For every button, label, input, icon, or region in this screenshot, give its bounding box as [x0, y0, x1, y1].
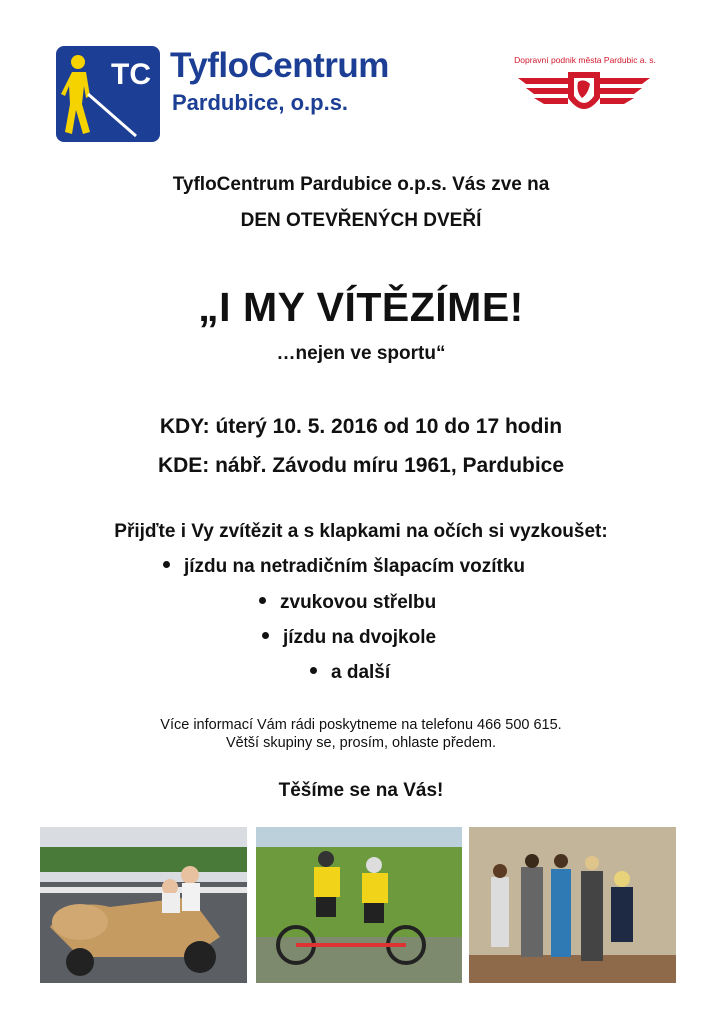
list-item: zvukovou střelbu [259, 592, 436, 614]
event-subtitle: …nejen ve sportu“ [276, 343, 446, 364]
org-subtitle: Pardubice, o.p.s. [172, 90, 349, 115]
invite-line-2: DEN OTEVŘENÝCH DVEŘÍ [240, 210, 482, 231]
partner-name: Dopravní podnik města Pardubic a. s. [514, 55, 656, 65]
bullet-icon [262, 632, 269, 639]
photo-pedal-car [40, 827, 247, 983]
event-when: KDY: úterý 10. 5. 2016 od 10 do 17 hodin [159, 415, 563, 438]
list-item: a další [310, 662, 390, 684]
list-item: jízdu na netradičním šlapacím vozítku [163, 556, 525, 578]
photo-tandem-bike [256, 827, 462, 983]
event-where: KDE: nábř. Závodu míru 1961, Pardubice [157, 454, 565, 477]
contact-line-1: Více informací Vám rádi poskytneme na telefonu 466 500 615. [160, 717, 562, 733]
photo-climbing-wall [469, 827, 676, 983]
list-item: jízdu na dvojkole [262, 627, 436, 649]
tc-abbrev-text: TC [111, 58, 151, 91]
bullet-icon [259, 597, 266, 604]
contact-line-2: Větší skupiny se, prosím, ohlaste předem. [226, 735, 496, 751]
invite-line-1: TyfloCentrum Pardubice o.p.s. Vás zve na [172, 174, 550, 195]
activities-intro: Přijďte i Vy zvítězit a s klapkami na očích si vyzkoušet: [114, 521, 608, 542]
tyflocentrum-logo-icon [56, 46, 160, 142]
dopravni-podnik-logo-icon [518, 68, 650, 120]
bullet-icon [163, 561, 170, 568]
closing-text: Těšíme se na Vás! [278, 780, 444, 801]
org-name: TyfloCentrum [170, 46, 389, 85]
event-title: „I MY VÍTĚZÍME! [198, 284, 524, 330]
bullet-icon [310, 667, 317, 674]
